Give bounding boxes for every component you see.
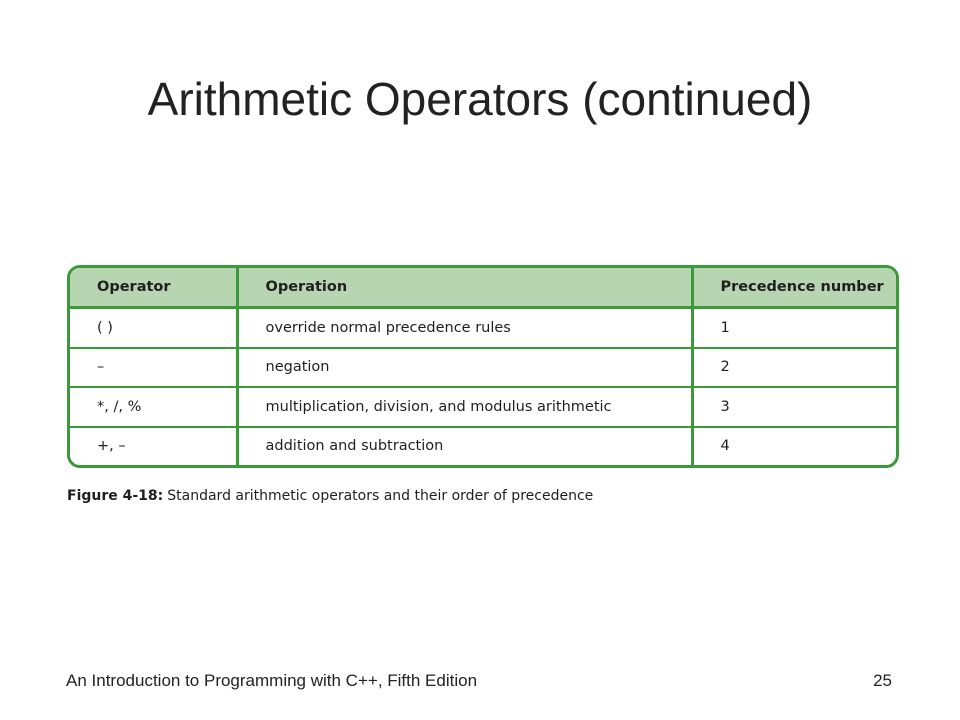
precedence-cell: 1 [692,308,896,348]
footer-book-title: An Introduction to Programming with C++, Fifth Edition [66,671,478,690]
figure-caption [67,488,593,504]
precedence-cell: 2 [692,348,896,388]
figure-caption-text: Standard arithmetic operators and their order of precedence [167,488,594,504]
precedence-table [70,268,896,465]
operator-cell: +, – [97,438,126,455]
footer-page-number: 25 [873,671,892,690]
table-row [70,348,896,388]
table-row [70,308,896,348]
precedence-cell: 3 [692,387,896,427]
precedence-table-frame [67,265,899,468]
figure-label: Figure 4-18: [67,488,164,504]
table-header-row [70,268,896,308]
header-operation: Operation [237,268,692,308]
header-operator: Operator [70,268,237,308]
operation-cell: override normal precedence rules [237,308,692,348]
precedence-cell: 4 [692,427,896,465]
operation-cell: negation [237,348,692,388]
slide-title: Arithmetic Operators (continued) [147,73,813,125]
header-precedence-number: Precedence number [692,268,896,308]
operator-cell: ( ) [70,308,237,348]
table-row [70,387,896,427]
table-row [70,427,896,465]
operation-cell: multiplication, division, and modulus arithmetic [237,387,692,427]
operation-cell: addition and subtraction [237,427,692,465]
operator-cell: – [70,348,237,388]
operator-cell: *, /, % [70,387,237,427]
